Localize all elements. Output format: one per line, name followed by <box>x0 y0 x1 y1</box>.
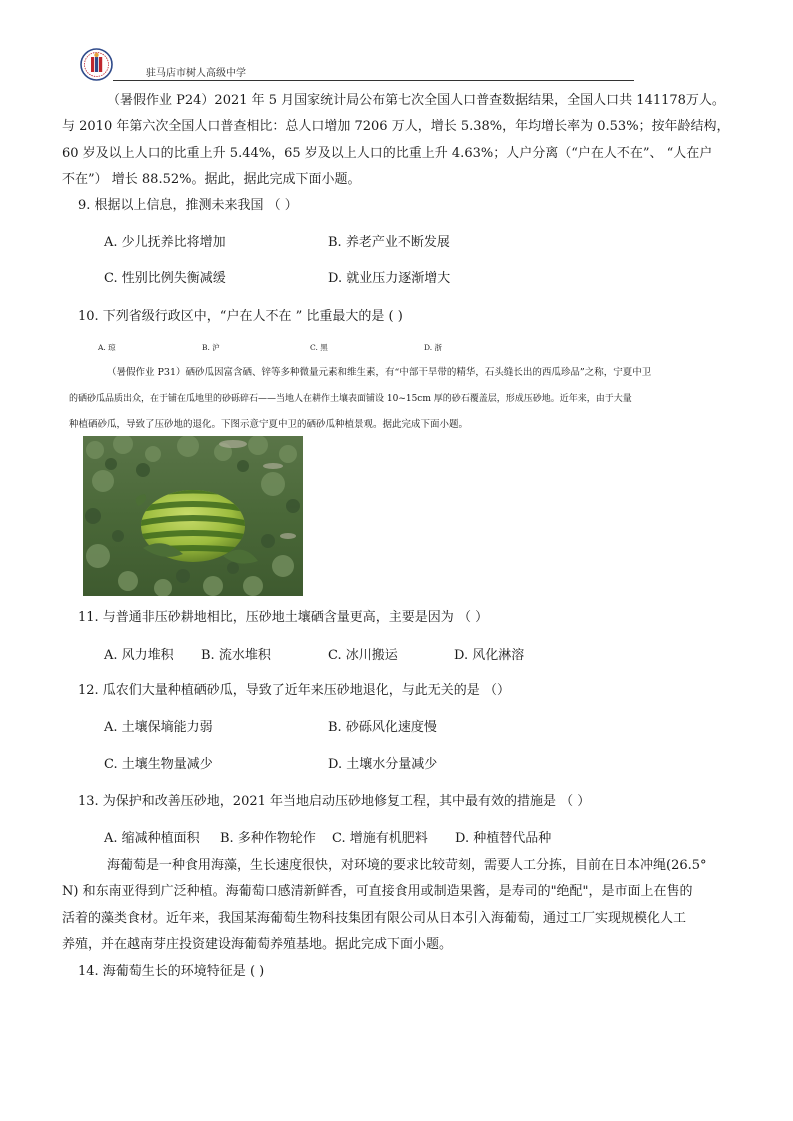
passage3-line-4: 养殖，并在越南芽庄投资建设海葡萄养殖基地。据此完成下面小题。 <box>62 937 453 952</box>
q11-option-b[interactable]: B. 流水堆积 <box>201 648 271 663</box>
watermelon-field-photo <box>83 436 303 596</box>
q12-stem: 12. 瓜农们大量种植硒砂瓜，导致了近年来压砂地退化，与此无关的是 （） <box>78 683 510 698</box>
school-logo <box>80 48 113 81</box>
q12-option-b[interactable]: B. 砂砾风化速度慢 <box>328 720 437 735</box>
q11-option-a[interactable]: A. 风力堆积 <box>104 648 174 663</box>
q12-option-d[interactable]: D. 土壤水分量减少 <box>328 757 438 772</box>
passage1-line-3: 60 岁及以上人口的比重上升 5.44%，65 岁及以上人口的比重上升 4.63%；人户分离（“户在人不在”、 “人在户 <box>62 146 713 161</box>
q10-option-c[interactable]: C. 黑 <box>310 343 328 352</box>
q9-option-a[interactable]: A. 少儿抚养比将增加 <box>104 235 226 250</box>
header-divider <box>113 80 634 81</box>
q10-option-d[interactable]: D. 浙 <box>424 343 443 352</box>
passage1-line-4: 不在”） 增长 88.52%。据此，据此完成下面小题。 <box>62 172 361 187</box>
q12-option-c[interactable]: C. 土壤生物量减少 <box>104 757 213 772</box>
q13-option-d[interactable]: D. 种植替代品种 <box>455 831 552 846</box>
q9-option-b[interactable]: B. 养老产业不断发展 <box>328 235 450 250</box>
school-name: 驻马店市树人高级中学 <box>146 68 246 79</box>
passage1-line-1: （暑假作业 P24）2021 年 5 月国家统计局公布第七次全国人口普查数据结果，全国人口共 141178万人。 <box>107 93 725 108</box>
q12-option-a[interactable]: A. 土壤保墒能力弱 <box>104 720 213 735</box>
q10-option-b[interactable]: B. 沪 <box>202 343 220 352</box>
q9-option-c[interactable]: C. 性别比例失衡减缓 <box>104 271 226 286</box>
passage2-line-3: 种植硒砂瓜，导致了压砂地的退化。下图示意宁夏中卫的硒砂瓜种植景观。据此完成下面小题。 <box>69 419 469 430</box>
q10-stem: 10. 下列省级行政区中，“户在人不在 ” 比重最大的是 ( ) <box>78 309 403 324</box>
q13-option-a[interactable]: A. 缩减种植面积 <box>104 831 200 846</box>
passage3-line-2: N) 和东南亚得到广泛种植。海葡萄口感清新鲜香，可直接食用或制造果酱，是寿司的"绝配"，是市面上在售的 <box>62 884 693 899</box>
q11-option-d[interactable]: D. 风化淋溶 <box>454 648 525 663</box>
q13-stem: 13. 为保护和改善压砂地，2021 年当地启动压砂地修复工程，其中最有效的措施是 （ ） <box>78 794 591 809</box>
q13-option-c[interactable]: C. 增施有机肥料 <box>332 831 428 846</box>
passage2-line-2: 的硒砂瓜品质出众，在于铺在瓜地里的砂砾碎石——当地人在耕作土壤表面铺设 10~15cm 厚的砂石覆盖层，形成压砂地。近年来，由于大量 <box>69 394 632 404</box>
q10-option-a[interactable]: A. 琼 <box>98 343 116 352</box>
q13-option-b[interactable]: B. 多种作物轮作 <box>220 831 316 846</box>
q9-option-d[interactable]: D. 就业压力逐渐增大 <box>328 271 451 286</box>
q14-stem: 14. 海葡萄生长的环境特征是 ( ) <box>78 964 265 979</box>
q11-stem: 11. 与普通非压砂耕地相比，压砂地土壤硒含量更高，主要是因为 （ ） <box>78 610 489 625</box>
passage1-line-2: 与 2010 年第六次全国人口普查相比：总人口增加 7206 万人，增长 5.38%，年均增长率为 0.53%；按年龄结构， <box>62 119 730 134</box>
passage3-line-3: 活着的藻类食材。近年来，我国某海葡萄生物科技集团有限公司从日本引入海葡萄，通过工厂实现规模化人工 <box>62 911 687 926</box>
q9-stem: 9. 根据以上信息，推测未来我国 （ ） <box>78 198 298 213</box>
q11-option-c[interactable]: C. 冰川搬运 <box>328 648 398 663</box>
passage3-line-1: 海葡萄是一种食用海藻，生长速度很快，对环境的要求比较苛刻，需要人工分拣，目前在日本冲绳(26.5° <box>107 858 707 873</box>
passage2-line-1: （暑假作业 P31）硒砂瓜因富含硒、锌等多种微量元素和维生素，有“中部干旱带的精华，石头缝长出的西瓜珍品”之称，宁夏中卫 <box>107 367 652 378</box>
